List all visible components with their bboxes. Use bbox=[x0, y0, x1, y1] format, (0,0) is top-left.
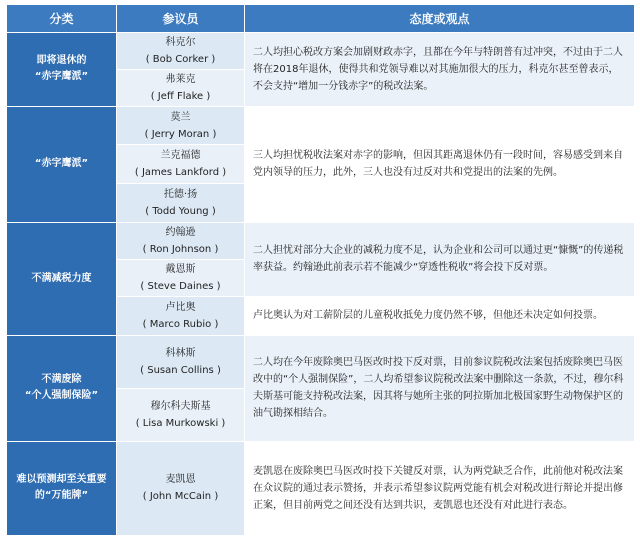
senator-cell bbox=[117, 335, 245, 388]
senator-name-en: ( Steve Daines ) bbox=[140, 280, 221, 292]
senator-name-cn: 穆尔科夫斯基 bbox=[150, 400, 211, 412]
category-label: 即将退休的 bbox=[36, 55, 87, 67]
senator-name-en: ( Ron Johnson ) bbox=[142, 244, 219, 256]
senator-name-en: ( Susan Collins ) bbox=[140, 364, 221, 376]
table-header-row bbox=[7, 5, 635, 33]
stance-cell: 卢比奥认为对工薪阶层的儿童税收抵免力度仍然不够，但他还未决定如何投票。 bbox=[245, 296, 635, 335]
senator-name-en: ( Todd Young ) bbox=[145, 206, 216, 218]
senator-name-cn: 科克尔 bbox=[165, 36, 196, 48]
senator-cell bbox=[117, 223, 245, 260]
senator-cell bbox=[117, 106, 245, 145]
senator-cell bbox=[117, 69, 245, 106]
table-row bbox=[7, 33, 635, 70]
stance-cell: 二人担忧对部分大企业的减税力度不足，认为企业和公司可以通过更“慷慨”的传递税率获益。约翰逊此前表示若不能减少“穿透性税收”将会投下反对票。 bbox=[245, 223, 635, 297]
senator-name-en: ( James Lankford ) bbox=[134, 167, 227, 179]
senator-name-cn: 约翰逊 bbox=[165, 227, 196, 239]
senator-cell bbox=[117, 33, 245, 70]
senator-name-cn: 弗莱克 bbox=[165, 73, 196, 85]
table-row bbox=[7, 441, 635, 535]
senator-name-cn: 科林斯 bbox=[165, 347, 196, 359]
category-cell bbox=[7, 223, 117, 335]
header-stance: 态度或观点 bbox=[245, 5, 635, 33]
senator-name-cn: 麦凯恩 bbox=[165, 474, 196, 486]
category-label: “赤字鹰派” bbox=[34, 71, 89, 83]
senator-cell bbox=[117, 184, 245, 223]
senator-cell bbox=[117, 296, 245, 335]
senator-name-en: ( Bob Corker ) bbox=[145, 53, 216, 65]
stance-cell: 麦凯恩在废除奥巴马医改时投下关键反对票，认为两党缺乏合作，此前他对税改法案在众议院的通过表示赞扬，并表示希望参议院两党能有机会对税改进行辩论并提出修正案，但目前两党之间还没有达到共识，麦凯恩也还没有对此进行表态。 bbox=[245, 441, 635, 535]
senator-cell bbox=[117, 259, 245, 296]
category-label: 不满减税力度 bbox=[31, 272, 92, 284]
stance-cell: 三人均担忧税收法案对赤字的影响，但因其距离退休仍有一段时间，容易感受到来自党内领导的压力，此外，三人也没有过反对共和党提出的法案的先例。 bbox=[245, 106, 635, 223]
senator-name-cn: 托德·扬 bbox=[163, 189, 198, 201]
senator-name-en: ( Jeff Flake ) bbox=[150, 90, 211, 102]
category-label: 难以预测却至关重要 bbox=[16, 474, 107, 486]
category-label: “赤字鹰派” bbox=[34, 158, 89, 170]
category-cell bbox=[7, 441, 117, 535]
senator-cell bbox=[117, 388, 245, 441]
senator-cell bbox=[117, 441, 245, 535]
senator-name-en: ( Marco Rubio ) bbox=[142, 318, 219, 330]
category-label: “个人强制保险” bbox=[24, 390, 99, 402]
senator-name-cn: 卢比奥 bbox=[165, 301, 196, 313]
category-cell bbox=[7, 106, 117, 223]
senator-name-cn: 戴恩斯 bbox=[165, 263, 196, 275]
stance-cell: 二人均在今年废除奥巴马医改时投下反对票，目前参议院税改法案包括废除奥巴马医改中的“个人强制保险”，二人均希望参议院税改法案中删除这一条款，不过，穆尔科夫斯基可能支持税改法案，因其将与她所主张的阿拉斯加北极国家野生动物保护区的油气勘探相结合。 bbox=[245, 335, 635, 441]
category-label: 不满废除 bbox=[41, 374, 82, 386]
table-row bbox=[7, 335, 635, 388]
header-category: 分类 bbox=[7, 5, 117, 33]
category-cell bbox=[7, 33, 117, 107]
senator-cell bbox=[117, 145, 245, 184]
senators-stance-table bbox=[6, 4, 635, 536]
senator-name-cn: 兰克福德 bbox=[160, 150, 201, 162]
senator-name-en: ( Jerry Moran ) bbox=[144, 128, 217, 140]
category-cell bbox=[7, 335, 117, 441]
senator-name-en: ( Lisa Murkowski ) bbox=[135, 417, 226, 429]
senator-name-cn: 莫兰 bbox=[170, 111, 191, 123]
senator-name-en: ( John McCain ) bbox=[142, 491, 219, 503]
header-senator: 参议员 bbox=[117, 5, 245, 33]
table-row bbox=[7, 106, 635, 145]
table-row bbox=[7, 223, 635, 260]
stance-cell: 二人均担心税改方案会加剧财政赤字，且都在今年与特朗普有过冲突，不过由于二人将在2018年退休，使得共和党领导难以对其施加很大的压力，科克尔甚至曾表示，不会支持“增加一分钱赤字”的税改法案。 bbox=[245, 33, 635, 107]
category-label: 的“万能牌” bbox=[34, 490, 89, 502]
